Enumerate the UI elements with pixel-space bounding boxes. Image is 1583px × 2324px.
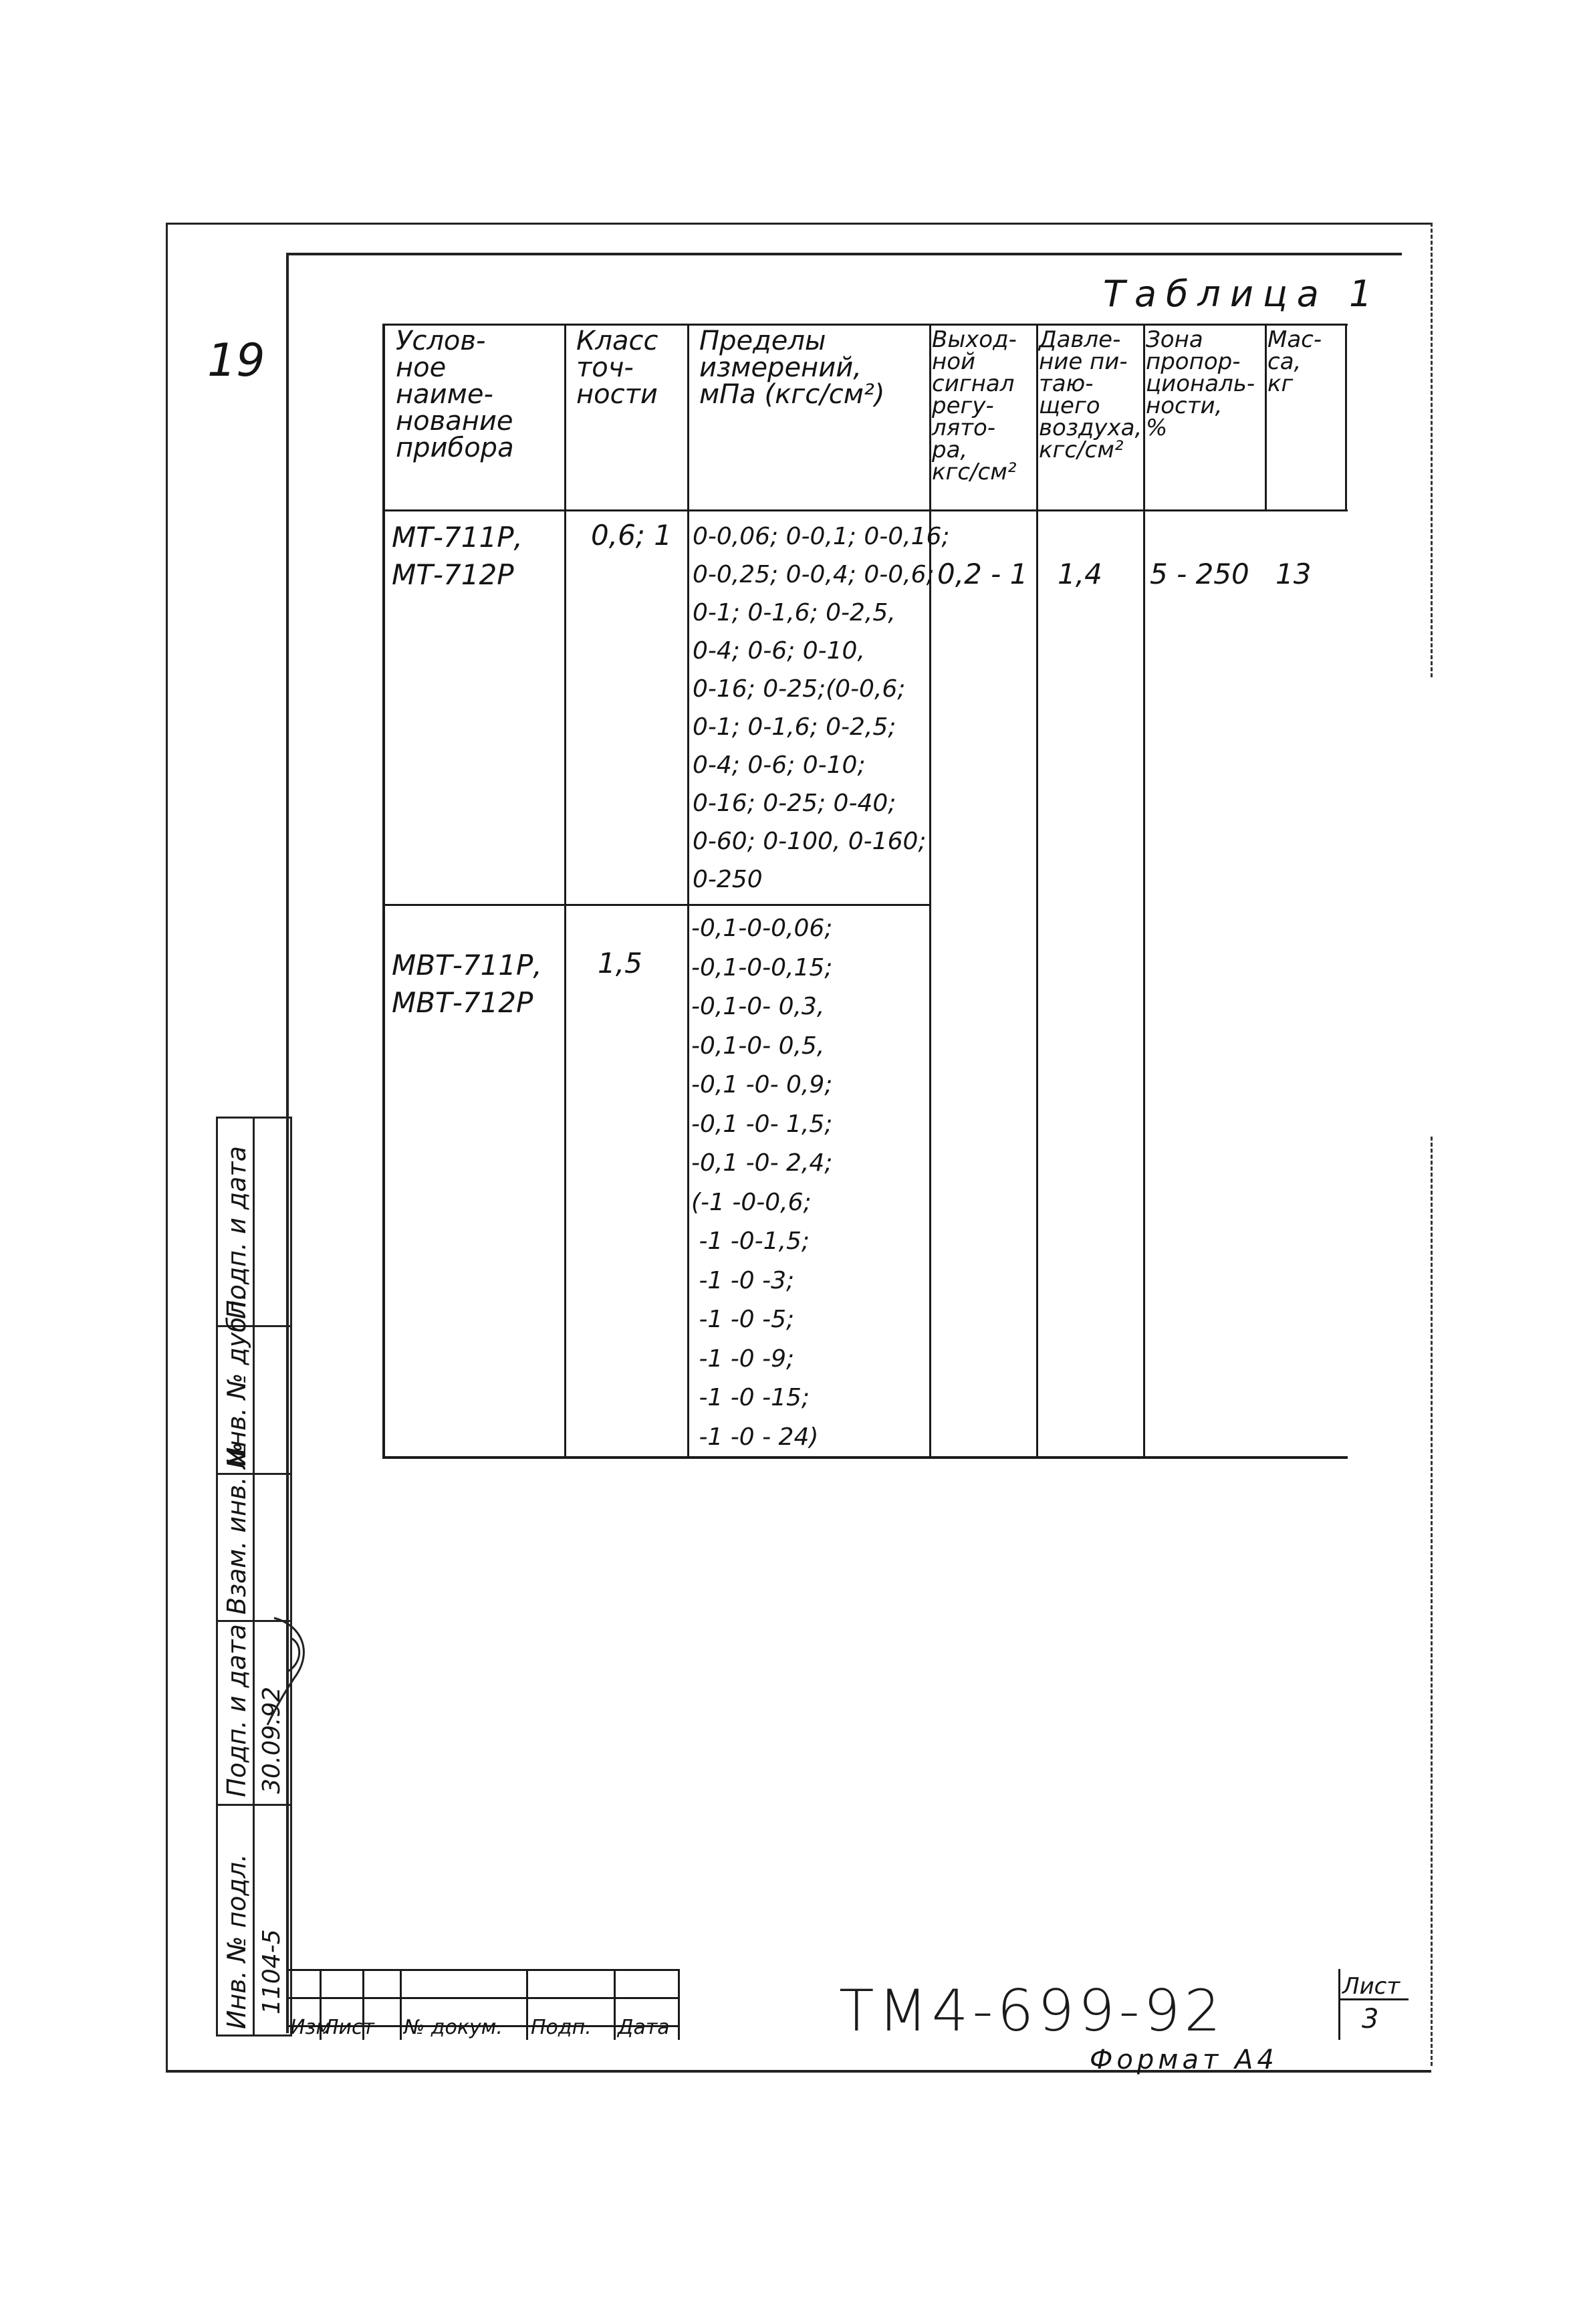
label-original-inv: Инв. № подл. xyxy=(222,1853,251,2029)
col-label-izm: Изм xyxy=(290,2016,332,2039)
header-zone: Зона пропор- циональ- ности, % xyxy=(1146,326,1255,441)
row1-output: 0,2 - 1 xyxy=(937,558,1028,590)
col-label-list: Лист xyxy=(324,2016,375,2039)
sheet-label: Лист xyxy=(1342,1973,1401,2000)
sheet-number: 3 xyxy=(1362,2004,1379,2035)
row2-limits: -0,1-0-0,06; -0,1-0-0,15; -0,1-0- 0,3, -0,1-0- 0,5, -0,1 -0- 0,9; -0,1 -0- 1,5; -0,1 -0- 2,4; (-1 -0-0,6; -1 -0-1,5; -1 -0 -3; -1 -0 -5; -1 -0 -9; -1 -0 -15; -1 -0 - 24) xyxy=(691,915,833,1451)
label-sign-date: Подп. и дата xyxy=(222,1624,251,1797)
header-limits: Пределы измерений, мПа (кгс/см²) xyxy=(699,326,885,410)
format-label: Формат А4 xyxy=(1090,2045,1278,2075)
row1-accuracy: 0,6; 1 xyxy=(591,519,673,552)
row2-name: МВТ-711Р, МВТ-712Р xyxy=(392,949,542,1019)
label-replaced-inv: Взам. инв. № xyxy=(222,1441,251,1615)
label-dup-inv: Инв. № дубл. xyxy=(222,1292,251,1466)
col-label-sign: Подп. xyxy=(531,2016,592,2039)
row2-accuracy: 1,5 xyxy=(598,947,642,979)
page-number: 19 xyxy=(207,334,265,387)
document-code: ТМ4-699-92 xyxy=(839,1978,1225,2045)
row1-name: МТ-711Р, МТ-712Р xyxy=(392,521,523,591)
header-output: Выход- ной сигнал регу- лято- ра, кгс/см² xyxy=(932,326,1017,485)
header-name: Услов- ное наиме- нование прибора xyxy=(396,326,514,463)
label-sign-date-2: Подп. и дата xyxy=(222,1146,251,1319)
row1-mass: 13 xyxy=(1275,558,1312,590)
col-label-doc: № докум. xyxy=(404,2016,503,2039)
row1-pressure: 1,4 xyxy=(1058,558,1102,590)
row1-limits: 0-0,06; 0-0,1; 0-0,16; 0-0,25; 0-0,4; 0-0,6; 0-1; 0-1,6; 0-2,5, 0-4; 0-6; 0-10, 0-16; 0-25;(0-0,6; 0-1; 0-1,6; 0-2,5; 0-4; 0-6; 0-10; 0-16; 0-25; 0-40; 0-60; 0-100, 0-160; 0-250 xyxy=(693,523,950,893)
handwritten-date: 30.09.92 xyxy=(258,1686,285,1794)
header-mass: Мас- са, кг xyxy=(1267,326,1322,397)
signature-mark xyxy=(254,1611,328,1732)
table-title: Таблица 1 xyxy=(1103,273,1382,315)
col-label-date: Дата xyxy=(618,2016,670,2039)
header-accuracy: Класс точ- ности xyxy=(576,326,658,410)
specifications-table xyxy=(382,324,1348,1459)
side-stamp xyxy=(216,1117,292,2037)
header-pressure: Давле- ние пи- таю- щего воздуха, кгс/см² xyxy=(1039,326,1142,463)
right-edge-dash xyxy=(1431,223,1433,677)
right-edge-dash xyxy=(1431,1137,1433,2066)
handwritten-inv-number: 1104-5 xyxy=(258,1929,285,2014)
row1-zone: 5 - 250 xyxy=(1150,558,1249,590)
